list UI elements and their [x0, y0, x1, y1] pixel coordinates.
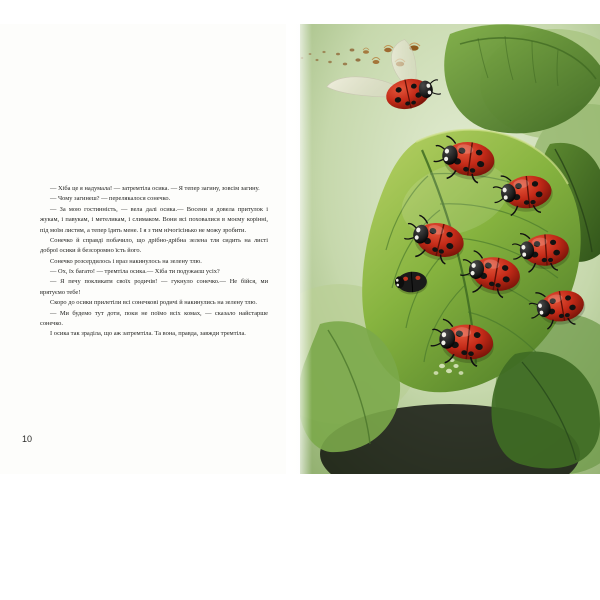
story-paragraph: — Чому загинеш? — перелякалося сонечко. [50, 195, 171, 203]
story-paragraph: Скоро до осики прилетіли всі сонечкові родичі й накинулись на зелену тлю. [50, 299, 257, 307]
ladybirds-illustration [300, 24, 600, 474]
page-number: 10 [22, 434, 33, 444]
story-paragraph: — Ми будемо тут доти, поки не поїмо всіх комах, — сказало найстарше сонечко. [40, 309, 268, 327]
story-paragraph: І осика так зраділа, що аж затремтіла. Та вона, правда, завжди тремтіла. [50, 330, 246, 338]
right-page-illustration [300, 24, 600, 474]
left-page [0, 24, 300, 474]
canvas-bottom-margin [0, 474, 600, 600]
story-paragraph: — Хіба це я надумала! — затремтіла осика. — Я тепер загину, зовсім загину. [50, 185, 260, 192]
story-paragraph: Сонечко розсердилось і враз накинулось на зелену тлю. [50, 257, 202, 265]
canvas-top-margin [0, 0, 600, 24]
story-text [40, 184, 268, 340]
story-paragraph: — За мою гостинність, — вела далі осика.— Восени я довела притулок і жукам, і павукам, і метеликам, і слимаком. Вони всі поховалися в моєму корінні, під моїм листям, а тепер їдять мене. І я з тим нічогісінько не можу зробити. [40, 205, 268, 234]
book-spread [0, 24, 600, 474]
story-paragraph: Сонечко й справді побачило, що дрібно-дрібна зелена тля сидить на листі доброї осики й безсоромно їсть його. [40, 236, 268, 255]
story-paragraph: — Ох, їх багато! — тремтіла осика.— Хіба ти подужаєш усіх? [50, 268, 220, 275]
story-paragraph: — Я печу покликати своїх родичів! — гукнуло сонечко.— Не бійся, ми врятуємо тебе! [40, 278, 268, 296]
